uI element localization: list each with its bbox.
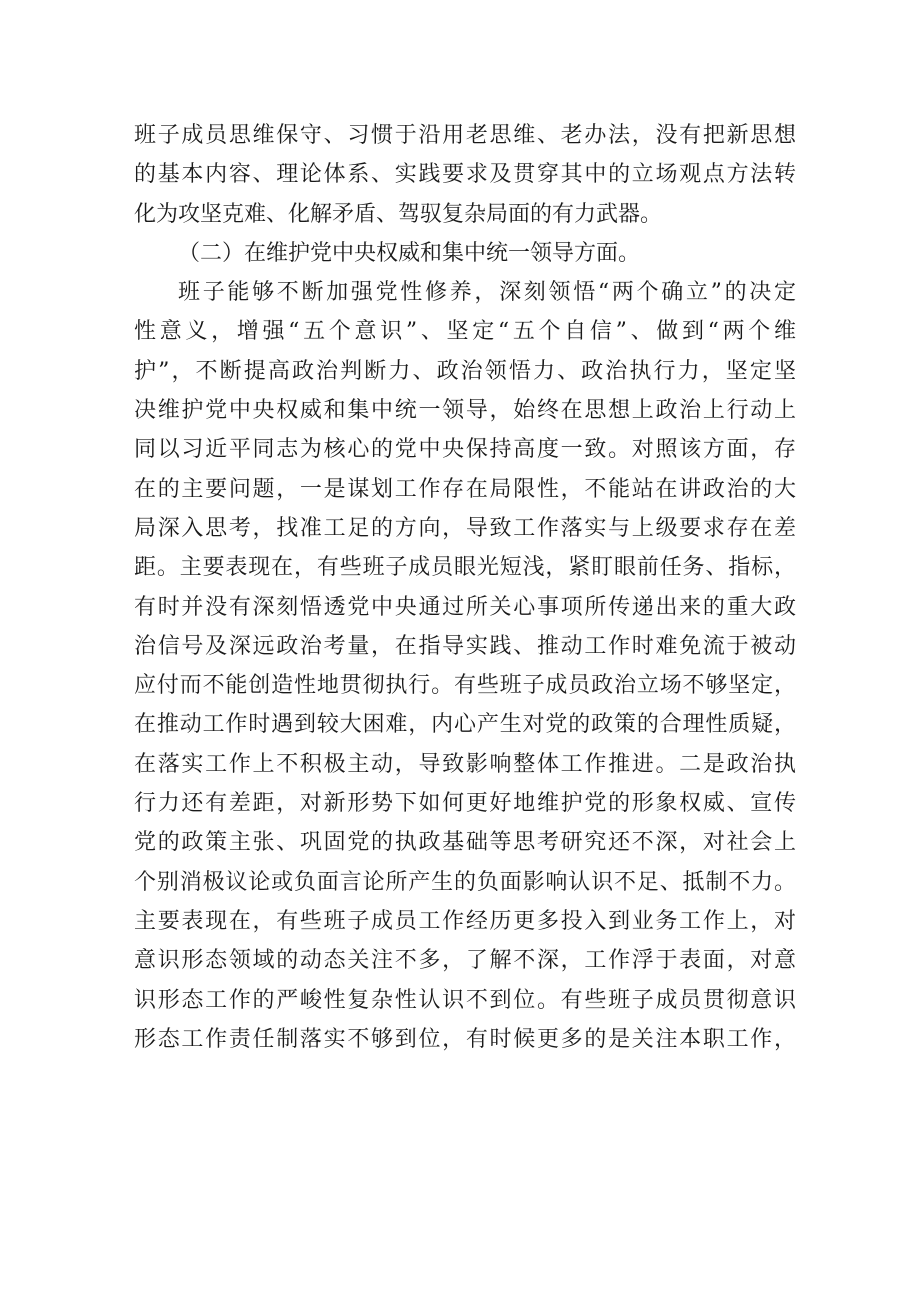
paragraph-2 (134, 273, 796, 1059)
text-line: 决维护党中央权威和集中统一领导，始终在思想上政治上行动上 (134, 398, 796, 424)
text-line: 行力还有差距，对新形势下如何更好地维护党的形象权威、宣传 (134, 791, 796, 817)
text-line: 主要表现在，有些班子成员工作经历更多投入到业务工作上，对 (134, 908, 796, 934)
text-line: 的基本内容、理论体系、实践要求及贯穿其中的立场观点方法转 (134, 162, 796, 188)
text-line: 班子成员思维保守、习惯于沿用老思维、老办法，没有把新思想 (134, 123, 796, 148)
text-line: 党的政策主张、巩固党的执政基础等思考研究还不深，对社会上 (134, 830, 796, 856)
text-line: 化为攻坚克难、化解矛盾、驾驭复杂局面的有力武器。 (134, 201, 663, 227)
text-line: 性意义，增强“五个意识”、坚定“五个自信”、做到“两个维 (134, 319, 796, 345)
text-line: 在落实工作上不积极主动，导致影响整体工作推进。二是政治执 (134, 751, 796, 777)
text-line: 有时并没有深刻悟透党中央通过所关心事项所传递出来的重大政 (134, 594, 796, 620)
text-line: 形态工作责任制落实不够到位，有时候更多的是关注本职工作， (134, 1026, 796, 1052)
text-line: 局深入思考，找准工足的方向，导致工作落实与上级要求存在差 (134, 515, 796, 541)
text-line: 意识形态领域的动态关注不多，了解不深，工作浮于表面，对意 (134, 948, 796, 974)
text-line: 班子能够不断加强党性修养，深刻领悟“两个确立”的决定 (178, 280, 796, 306)
text-line: 识形态工作的严峻性复杂性认识不到位。有些班子成员贯彻意识 (134, 987, 796, 1013)
text-line: 同以习近平同志为核心的党中央保持高度一致。对照该方面，存 (134, 437, 796, 463)
document-body (134, 116, 796, 1059)
text-line: 在推动工作时遇到较大困难，内心产生对党的政策的合理性质疑， (134, 712, 796, 738)
text-line: 在的主要问题，一是谋划工作存在局限性，不能站在讲政治的大 (134, 476, 796, 502)
text-line: 个别消极议论或负面言论所产生的负面影响认识不足、抵制不力。 (134, 869, 796, 895)
text-line: 护”，不断提高政治判断力、政治领悟力、政治执行力，坚定坚 (134, 358, 796, 384)
paragraph-1 (134, 116, 796, 234)
text-line: 应付而不能创造性地贯彻执行。有些班子成员政治立场不够坚定， (134, 673, 796, 699)
section-heading: （二）在维护党中央权威和集中统一领导方面。 (178, 240, 641, 266)
text-line: 治信号及深远政治考量，在指导实践、推动工作时难免流于被动 (134, 633, 796, 659)
text-line: 距。主要表现在，有些班子成员眼光短浅，紧盯眼前任务、指标， (134, 555, 796, 581)
